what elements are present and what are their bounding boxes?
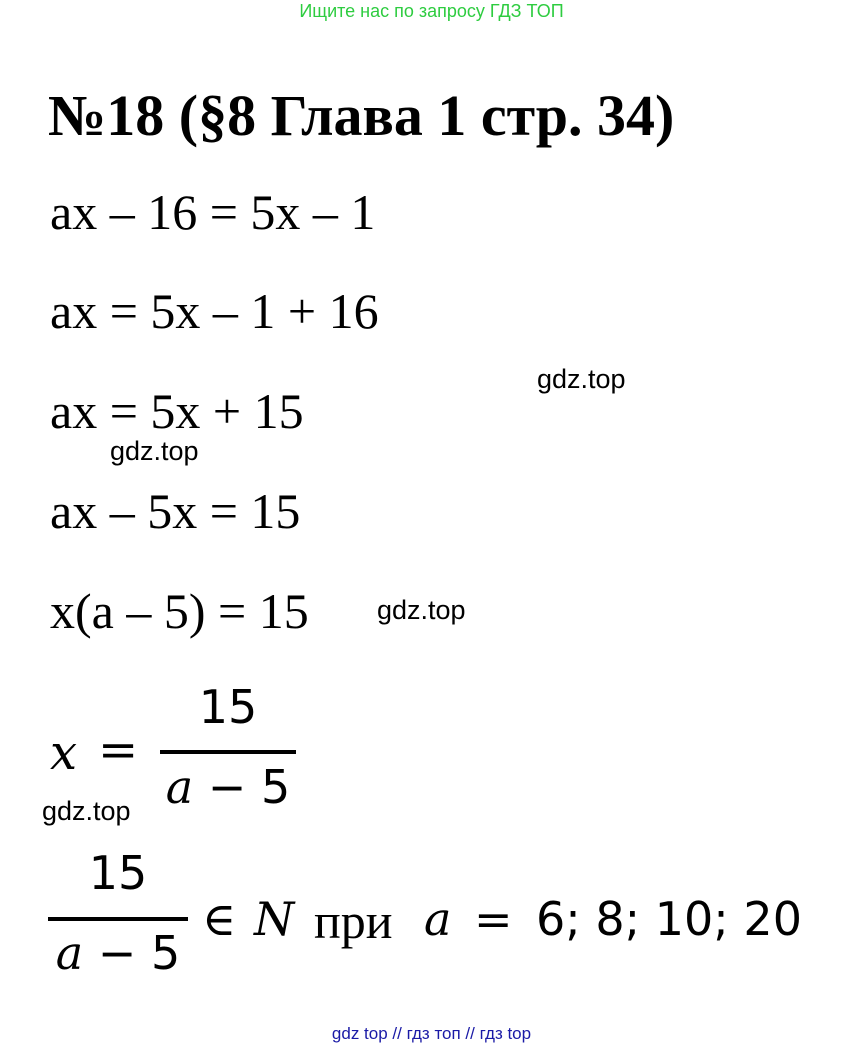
formula1-fraction-bar (160, 750, 296, 754)
formula2-denominator: a − 5 (55, 926, 181, 980)
formula1-numerator: 15 (198, 680, 258, 734)
equation-step-1: ax – 16 = 5x – 1 (50, 184, 376, 240)
formula2-fraction-bar (48, 917, 188, 921)
formula2-values: 6; 8; 10; 20 (536, 892, 802, 946)
formula2-numerator: 15 (88, 846, 148, 900)
watermark: gdz.top (110, 436, 199, 466)
equation-step-3: ax = 5x + 15 (50, 383, 304, 439)
condition-word: при (314, 893, 393, 949)
watermark: gdz.top (42, 796, 131, 826)
page-title: №18 (§8 Глава 1 стр. 34) (48, 83, 675, 148)
watermark: gdz.top (377, 595, 466, 625)
watermark: gdz.top (537, 364, 626, 394)
element-of-symbol: ∈ (202, 892, 237, 946)
equation-step-5: x(a – 5) = 15 (50, 583, 309, 639)
formula1-equals: = (98, 722, 139, 778)
search-banner: Ищите нас по запросу ГДЗ ТОП (299, 1, 564, 21)
formula1-denominator: a − 5 (165, 760, 291, 814)
formula1-lhs: x (50, 725, 78, 781)
footer-links: gdz top // гдз топ // гдз top (331, 1024, 532, 1043)
equation-step-4: ax – 5x = 15 (50, 483, 301, 539)
natural-numbers-symbol: N (254, 892, 295, 946)
formula2-equals: = (474, 892, 513, 946)
formula2-variable: a (424, 892, 452, 946)
equation-step-2: ax = 5x – 1 + 16 (50, 283, 379, 339)
